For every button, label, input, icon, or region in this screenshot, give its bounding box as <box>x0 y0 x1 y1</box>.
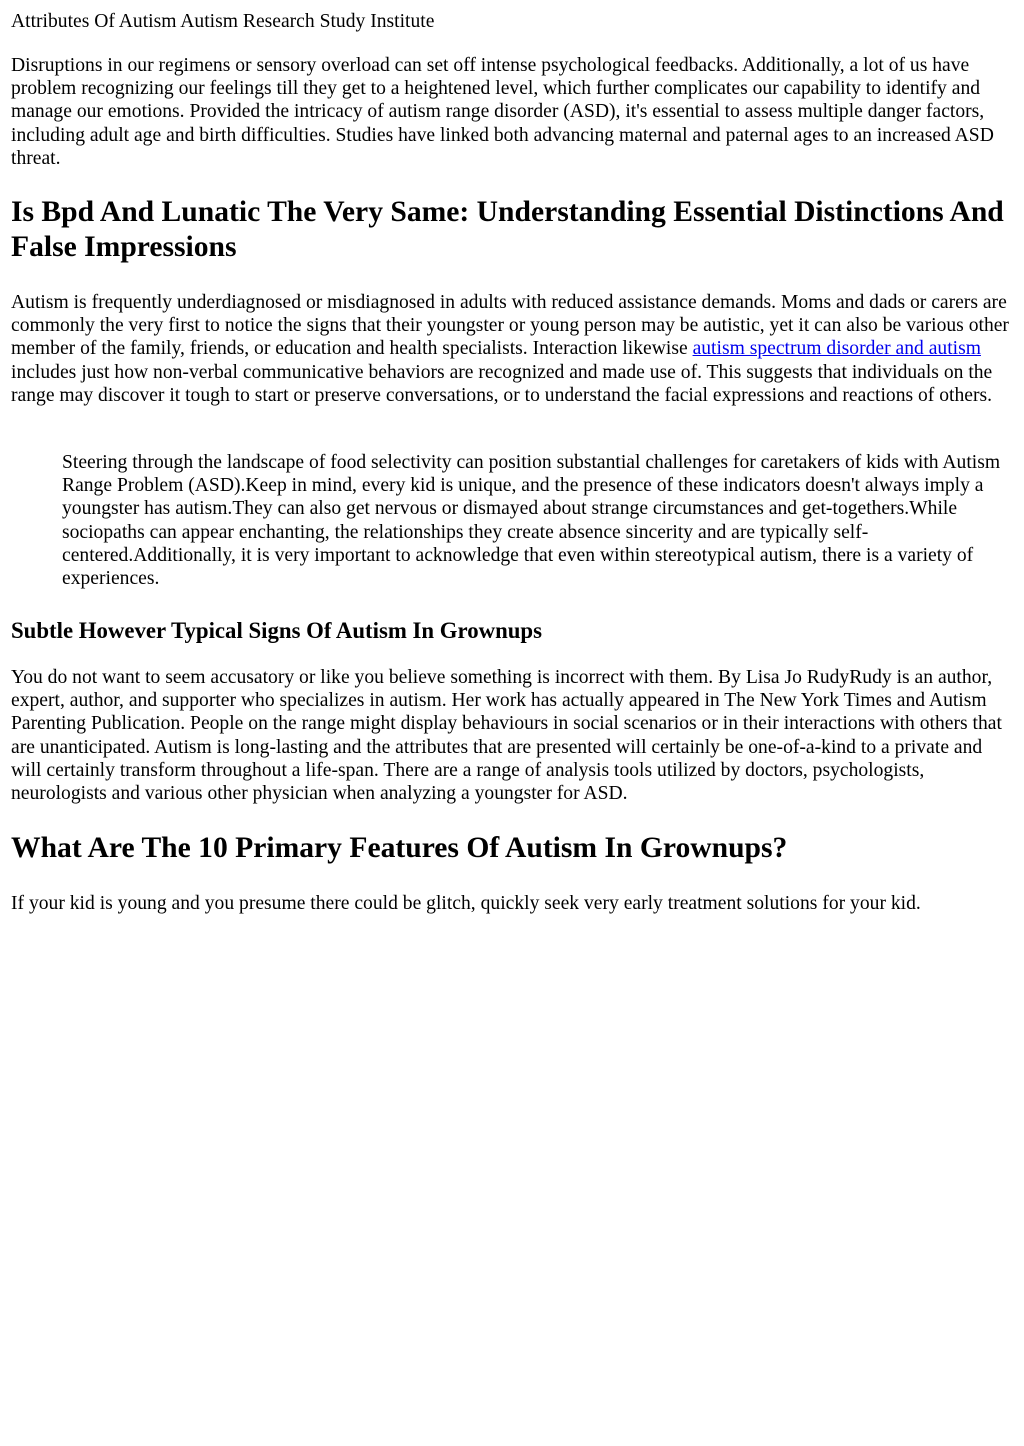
site-title: Attributes Of Autism Autism Research Study Institute <box>11 11 435 32</box>
food-selectivity-blockquote: Steering through the landscape of food selectivity can position substantial challenges for caretakers of kids with Autism Range Problem (ASD).Keep in mind, every kid is unique, and the presence of these indicators doesn't always imply a youngster has autism.They can also get nervous or dismayed about strange circumstances and get-togethers.While sociopaths can appear enchanting, the relationships they create absence sincerity and are typically self-centered.Additionally, it is very important to acknowledge that even within stereotypical autism, there is a variety of experiences. <box>62 452 1001 590</box>
section-heading-bpd: Is Bpd And Lunatic The Very Same: Understanding Essential Distinctions And False Impressions <box>11 196 1004 263</box>
intro-paragraph: Disruptions in our regimens or sensory overload can set off intense psychological feedbacks. Additionally, a lot of us have problem recognizing our feelings till they get to a heightened level, which further complicates our capability to identify and manage our emotions. Provided the intricacy of autism range disorder (ASD), it's essential to assess multiple danger factors, including adult age and birth difficulties. Studies have linked both advancing maternal and paternal ages to an increased ASD threat. <box>11 55 994 169</box>
subtle-signs-subheading: Subtle However Typical Signs Of Autism In Grownups <box>11 618 542 643</box>
adult-diagnosis-paragraph <box>11 291 1016 407</box>
subtle-signs-paragraph: You do not want to seem accusatory or like you believe something is incorrect with them. By Lisa Jo RudyRudy is an author, expert, author, and supporter who specializes in autism. Her work has actually appeared in The New York Times and Autism Parenting Publication. People on the range might display behaviours in social scenarios or in their interactions with others that are unanticipated. Autism is long-lasting and the attributes that are presented will certainly be one-of-a-kind to a private and will certainly transform throughout a life-span. There are a range of analysis tools utilized by doctors, psychologists, neurologists and various other physician when analyzing a youngster for ASD. <box>11 667 1002 805</box>
paragraph-text-before-link: Autism is frequently underdiagnosed or misdiagnosed in adults with reduced assistance demands. Moms and dads or carers are commonly the very first to notice the signs that their youngster or young person may be autistic, yet it can also be various other member of the family, friends, or education and health specialists. Interaction likewise <box>11 292 1009 360</box>
early-treatment-paragraph: If your kid is young and you presume there could be glitch, quickly seek very early treatment solutions for your kid. <box>11 893 921 914</box>
autism-spectrum-link[interactable]: autism spectrum disorder and autism <box>692 338 981 360</box>
paragraph-text-after-link: includes just how non-verbal communicative behaviors are recognized and made use of. This suggests that individuals on the range may discover it tough to start or preserve conversations, or to understand the facial expressions and reactions of others. <box>11 361 993 406</box>
primary-features-heading: What Are The 10 Primary Features Of Autism In Grownups? <box>11 832 788 864</box>
